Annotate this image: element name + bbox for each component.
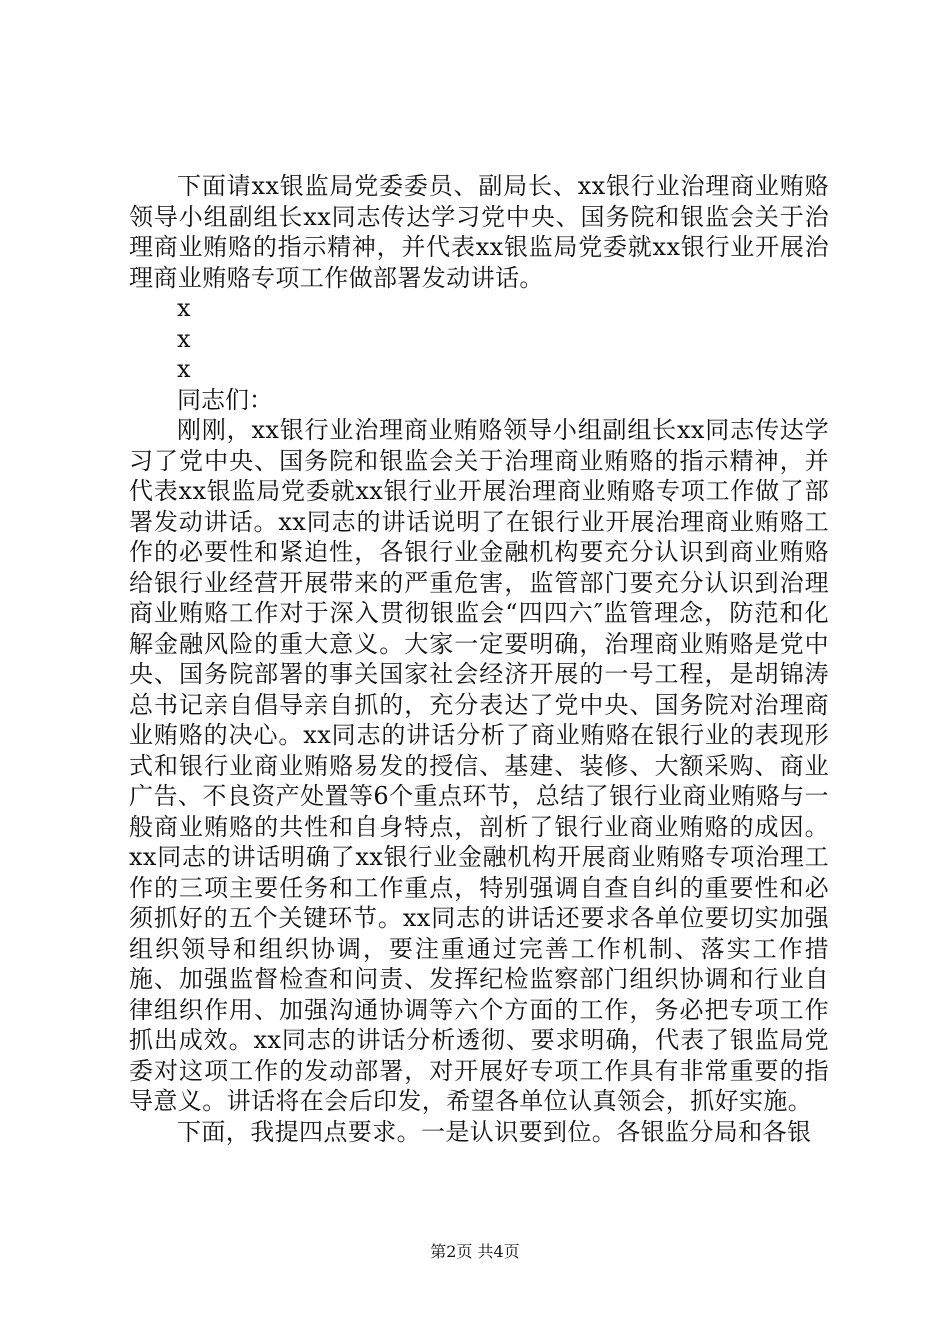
salutation: 同志们：	[177, 385, 273, 414]
body-paragraph: 刚刚，xx银行业治理商业贿赂领导小组副组长xx同志传达学习了党中央、国务院和银监会关于治理商业贿赂的指示精神，并代表xx银监局党委就xx银行业开展治理商业贿赂专项工作做了部署发动讲话。xx同志的讲话说明了在银行业开展治理商业贿赂工作的必要性和紧迫性，各银行业金融机构要充分认识到商业贿赂给银行业经营开展带来的严重危害，监管部门要充分认识到治理商业贿赂工作对于深入贯彻银监会“四四六″监管理念，防范和化解金融风险的重大意义。大家一定要明确，治理商业贿赂是党中央、国务院部署的事关国家社会经济开展的一号工程，是胡锦涛总书记亲自倡导亲自抓的，充分表达了党中央、国务院对治理商业贿赂的决心。xx同志的讲话分析了商业贿赂在银行业的表现形式和银行业商业贿赂易发的授信、基建、装修、大额采购、商业广告、不良资产处置等6个重点环节，总结了银行业商业贿赂与一般商业贿赂的共性和自身特点，剖析了银行业商业贿赂的成因。xx同志的讲话明确了xx银行业金融机构开展商业贿赂专项治理工作的三项主要任务和工作重点，特别强调自查自纠的重要性和必须抓好的五个关键环节。xx同志的讲话还要求各单位要切实加强组织领导和组织协调，要注重通过完善工作机制、落实工作措施、加强监督检查和问责、发挥纪检监察部门组织协调和行业自律组织作用、加强沟通协调等六个方面的工作，务必把专项工作抓出成效。xx同志的讲话分析透彻、要求明确，代表了银监局党委对这项工作的发动部署，对开展好专项工作具有非常重要的指导意义。讲话将在会后印发，希望各单位认真领会，抓好实施。	[129, 416, 829, 1115]
document-body	[129, 171, 829, 1147]
body-paragraph-continued: 下面，我提四点要求。一是认识要到位。各银监分局和各银	[177, 1117, 812, 1146]
intro-paragraph: 下面请xx银监局党委委员、副局长、xx银行业治理商业贿赂领导小组副组长xx同志传达学习党中央、国务院和银监会关于治理商业贿赂的指示精神，并代表xx银监局党委就xx银行业开展治理商业贿赂专项工作做部署发动讲话。	[129, 172, 829, 292]
page-number-footer: 第2页 共4页	[430, 1242, 520, 1261]
placeholder-line: x	[177, 355, 191, 383]
placeholder-line: x	[177, 294, 191, 322]
placeholder-line: x	[177, 324, 191, 353]
